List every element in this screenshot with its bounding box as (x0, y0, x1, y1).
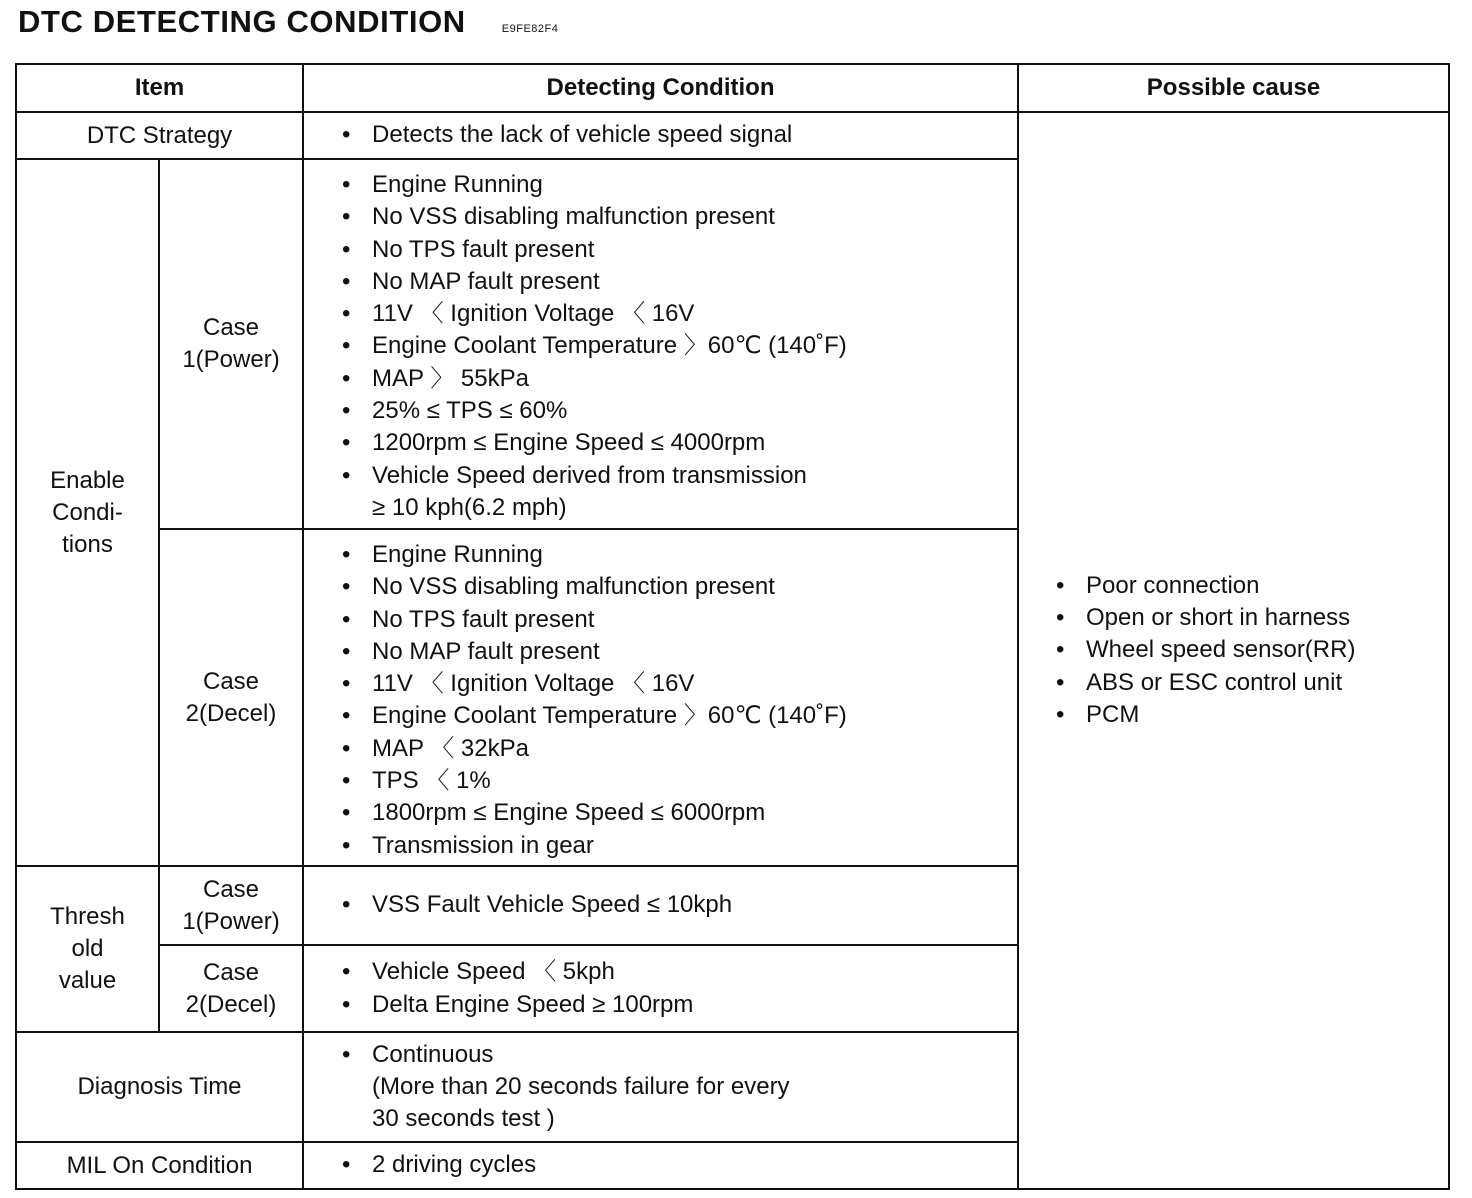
possible-cause-item: • ABS or ESC control unit (1054, 667, 1448, 699)
condition-item: • MAP 〈 32kPa (340, 733, 1017, 765)
threshold-case1-conditions (303, 866, 1018, 945)
diagnosis-time-conditions (303, 1032, 1018, 1142)
condition-item (340, 460, 1017, 525)
possible-cause-item: • Open or short in harness (1054, 602, 1448, 634)
condition-item: • 1800rpm ≤ Engine Speed ≤ 6000rpm (340, 797, 1017, 829)
column-header-possible-cause: Possible cause (1018, 64, 1449, 112)
possible-cause-item: • PCM (1054, 699, 1448, 731)
table-row-dtc-strategy (16, 112, 1449, 159)
condition-item: • Vehicle Speed 〈 5kph (340, 956, 1017, 988)
case-label-threshold-case2: Case 2(Decel) (159, 945, 303, 1032)
row-label-diagnosis-time: Diagnosis Time (16, 1032, 303, 1142)
possible-cause-cell (1018, 112, 1449, 1189)
condition-item: • Engine Coolant Temperature 〉60℃ (140˚F) (340, 700, 1017, 732)
condition-item (340, 1039, 1017, 1136)
condition-continuation: (More than 20 seconds failure for every 30 seconds test ) (372, 1072, 790, 1133)
condition-item: • 2 driving cycles (340, 1149, 1017, 1181)
threshold-case2-conditions (303, 945, 1018, 1032)
condition-item: • VSS Fault Vehicle Speed ≤ 10kph (340, 889, 1017, 921)
document-code: E9FE82F4 (501, 23, 559, 35)
possible-cause-item: • Wheel speed sensor(RR) (1054, 634, 1448, 666)
condition-item: • TPS 〈 1% (340, 765, 1017, 797)
condition-item: • No VSS disabling malfunction present (340, 201, 1017, 233)
condition-item: • 11V 〈 Ignition Voltage 〈 16V (340, 668, 1017, 700)
enable-case1-conditions (303, 159, 1018, 529)
condition-item: • 1200rpm ≤ Engine Speed ≤ 4000rpm (340, 427, 1017, 459)
condition-item: • No TPS fault present (340, 234, 1017, 266)
condition-item: • No TPS fault present (340, 604, 1017, 636)
condition-continuation: ≥ 10 kph(6.2 mph) (372, 493, 567, 521)
condition-item: • No MAP fault present (340, 266, 1017, 298)
mil-on-conditions (303, 1142, 1018, 1189)
table-header-row (16, 64, 1449, 112)
condition-item: • Engine Running (340, 169, 1017, 201)
case-label-enable-case2: Case 2(Decel) (159, 529, 303, 866)
page-title: DTC DETECTING CONDITION (18, 4, 466, 39)
case-label-enable-case1: Case 1(Power) (159, 159, 303, 529)
enable-case2-conditions (303, 529, 1018, 866)
possible-cause-item: • Poor connection (1054, 570, 1448, 602)
row-label-enable-conditions: Enable Condi- tions (16, 159, 159, 866)
row-label-dtc-strategy: DTC Strategy (16, 112, 303, 159)
condition-item-text: Vehicle Speed derived from transmission (372, 461, 807, 489)
column-header-detecting-condition: Detecting Condition (303, 64, 1018, 112)
condition-item-text: Continuous (372, 1040, 494, 1068)
condition-item: • 25% ≤ TPS ≤ 60% (340, 395, 1017, 427)
condition-item: • Transmission in gear (340, 830, 1017, 862)
condition-item: • Engine Coolant Temperature 〉60℃ (140˚F) (340, 330, 1017, 362)
condition-item: • Delta Engine Speed ≥ 100rpm (340, 989, 1017, 1021)
row-label-mil-on-condition: MIL On Condition (16, 1142, 303, 1189)
condition-item: • No VSS disabling malfunction present (340, 571, 1017, 603)
condition-item: • No MAP fault present (340, 636, 1017, 668)
dtc-condition-table (15, 63, 1450, 1190)
page-header (18, 4, 558, 44)
column-header-item: Item (16, 64, 303, 112)
row-label-threshold-value: Thresh old value (16, 866, 159, 1032)
condition-item: • Engine Running (340, 539, 1017, 571)
condition-item: • Detects the lack of vehicle speed signal (340, 119, 1017, 151)
condition-item: • MAP 〉 55kPa (340, 363, 1017, 395)
condition-item: • 11V 〈 Ignition Voltage 〈 16V (340, 298, 1017, 330)
dtc-strategy-conditions (303, 112, 1018, 159)
case-label-threshold-case1: Case 1(Power) (159, 866, 303, 945)
